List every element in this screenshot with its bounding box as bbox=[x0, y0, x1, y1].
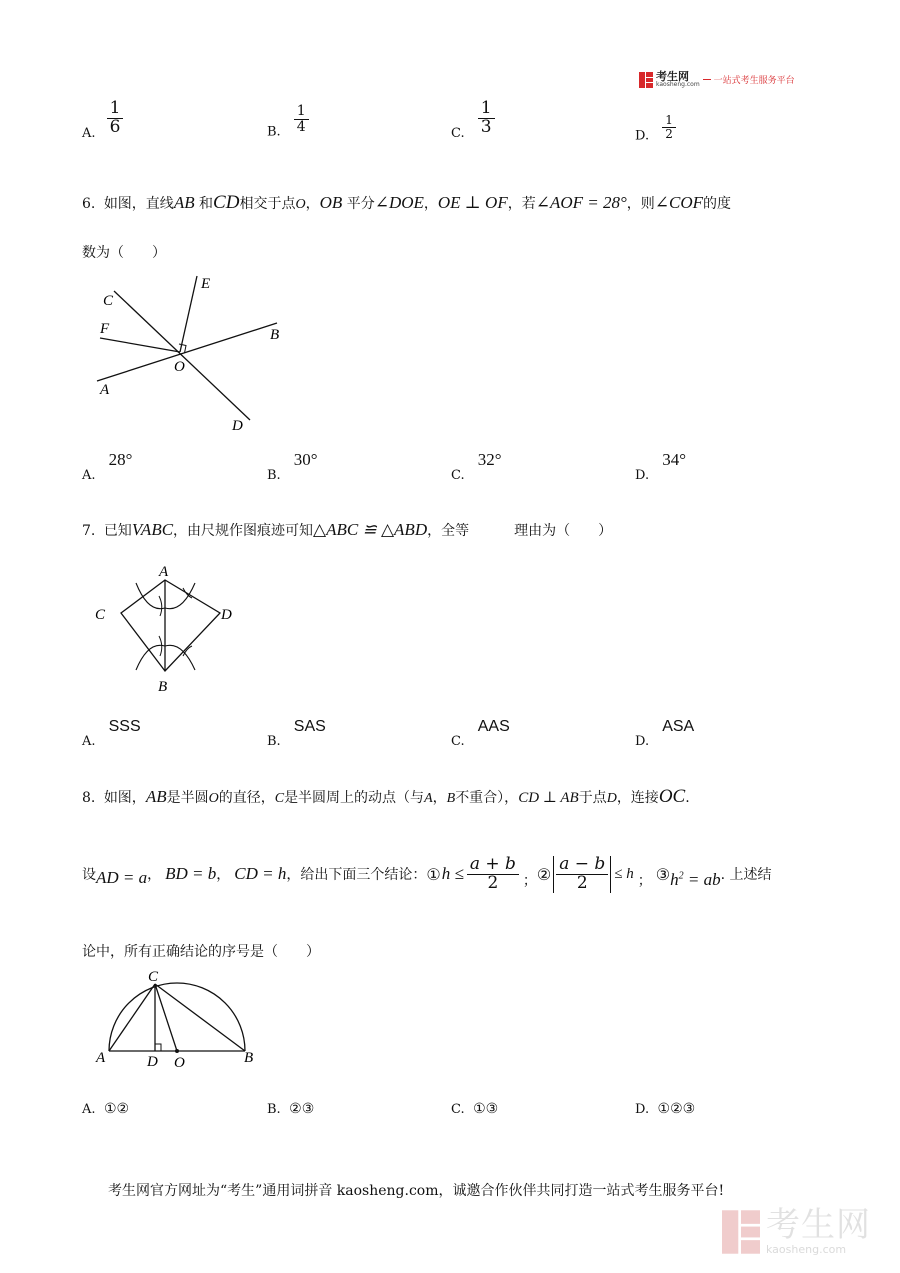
q8-option-d[interactable] bbox=[635, 1101, 695, 1117]
q8-conclusion-3 bbox=[670, 870, 720, 890]
q8-option-a-value: ①② bbox=[103, 1101, 130, 1117]
q7-arc-top-left bbox=[136, 583, 165, 609]
watermark-logo-icon bbox=[722, 1210, 760, 1254]
q8-text-9: . bbox=[685, 790, 690, 806]
q7-option-a-value: SSS bbox=[108, 718, 141, 735]
q8-label-d: D bbox=[147, 1054, 158, 1070]
q8-text-3: 的直径， bbox=[218, 790, 275, 806]
q8-s5: . 上述结 bbox=[720, 867, 772, 884]
q8-figure bbox=[90, 968, 270, 1074]
q8-text-1: 如图， bbox=[103, 790, 146, 806]
q8-number: 8. bbox=[82, 790, 96, 806]
q6-option-d-letter: D. bbox=[635, 468, 650, 483]
q8-stem-line3: 论中，所有正确结论的序号是（ ） bbox=[82, 944, 320, 960]
q8-conclusion-1-den: 2 bbox=[487, 872, 499, 893]
q8-center-dot bbox=[175, 1049, 179, 1053]
q5-option-c-letter: C. bbox=[451, 125, 465, 141]
q8-conclusion-2-rhs: ≤ h bbox=[614, 865, 634, 882]
q8-label-a: A bbox=[96, 1050, 106, 1066]
q6-text-1: 如图，直线 bbox=[103, 196, 174, 212]
logo-name: 考生网 bbox=[656, 70, 689, 83]
q8-conclusion-3-mark: ③ bbox=[655, 864, 671, 884]
q6-text-9: 的度 bbox=[703, 196, 732, 212]
q8-conclusion-2-fraction bbox=[556, 856, 608, 893]
q6-stem-line2: 数为（ ） bbox=[82, 245, 166, 261]
q8-conclusion-2-num: a − b bbox=[556, 856, 608, 875]
q6-option-a-letter: A. bbox=[82, 468, 96, 483]
header-logo bbox=[639, 71, 795, 88]
q5-option-b-num: 1 bbox=[294, 104, 309, 120]
q6-o: O bbox=[295, 197, 306, 212]
q8-oc: OC bbox=[658, 786, 686, 807]
q8-text-4: 是半圆周上的动点（与 bbox=[284, 790, 425, 806]
q8-s4: ，给出下面三个结论： bbox=[286, 867, 427, 884]
q7-option-d-letter: D. bbox=[635, 734, 650, 749]
q8-option-b-value: ②③ bbox=[289, 1101, 315, 1117]
q8-conclusion-2-den: 2 bbox=[576, 872, 588, 893]
q5-option-d-den: 2 bbox=[665, 126, 673, 141]
q5-option-d-letter: D. bbox=[635, 128, 650, 144]
q8-text-6: 不重合）， bbox=[455, 790, 519, 806]
q7-text-2: ，由尺规作图痕迹可知 bbox=[173, 523, 314, 539]
q5-option-a-fraction bbox=[107, 100, 124, 137]
q7-small-arc-3 bbox=[159, 636, 162, 656]
q8-option-c-letter: C. bbox=[451, 1102, 465, 1117]
q7-vabc: VABC bbox=[131, 520, 174, 539]
q6-line-ab bbox=[97, 323, 280, 381]
q6-option-b-value: 30° bbox=[293, 450, 318, 469]
q8-cdab: CD ⊥ AB bbox=[518, 790, 579, 806]
q8-b: B bbox=[446, 791, 456, 806]
q7-text-4: 理由为（ ） bbox=[514, 523, 613, 539]
q7-small-arc-1 bbox=[159, 596, 162, 616]
q8-stem-line1 bbox=[82, 786, 690, 808]
q8-option-d-letter: D. bbox=[635, 1102, 650, 1117]
q8-s3: ， bbox=[216, 867, 231, 884]
q6-ab: AB bbox=[173, 193, 195, 212]
q8-segment-oc bbox=[155, 984, 177, 1051]
q7-text-1: 已知 bbox=[103, 523, 132, 539]
q8-option-d-value: ①②③ bbox=[657, 1101, 696, 1117]
q8-option-b[interactable] bbox=[267, 1101, 314, 1117]
q5-option-c[interactable] bbox=[451, 100, 495, 141]
q6-label-f: F bbox=[100, 321, 110, 337]
q6-option-b[interactable] bbox=[267, 450, 318, 483]
q7-congruence: △ABC ≌ △ABD bbox=[313, 520, 428, 539]
q8-s2: ， bbox=[147, 867, 162, 884]
logo-domain: kaosheng.com bbox=[656, 81, 700, 88]
q6-text-8: ，则 bbox=[626, 196, 655, 212]
q6-ray-of bbox=[100, 338, 180, 352]
q8-label-b: B bbox=[244, 1050, 254, 1066]
q6-ray-oe bbox=[180, 276, 197, 352]
q6-text-5: 平分 bbox=[346, 196, 375, 212]
q8-label-c: C bbox=[148, 969, 159, 985]
q5-option-a-letter: A. bbox=[82, 125, 96, 141]
q8-s1: 设 bbox=[82, 867, 96, 884]
q8-option-c-value: ①③ bbox=[473, 1101, 499, 1117]
q6-option-c-letter: C. bbox=[451, 468, 465, 483]
q6-text-7: ，若 bbox=[507, 196, 536, 212]
q8-label-o: O bbox=[174, 1055, 185, 1071]
q6-ob: OB bbox=[319, 193, 343, 212]
q8-conclusion-3-rhs: = ab bbox=[683, 870, 721, 890]
q8-semicolon-2: ； bbox=[637, 873, 652, 890]
q8-right-angle-mark bbox=[155, 1044, 161, 1051]
q5-option-d-num: 1 bbox=[662, 114, 676, 128]
q6-option-a[interactable] bbox=[82, 450, 132, 483]
q8-conclusion-1-fraction bbox=[467, 856, 519, 893]
q6-label-o: O bbox=[174, 359, 185, 375]
watermark-name: 考生网 bbox=[766, 1205, 871, 1245]
q6-text-3: 相交于点 bbox=[239, 196, 296, 212]
q5-option-b-letter: B. bbox=[267, 124, 281, 140]
q8-conclusion-2-abs bbox=[553, 856, 611, 893]
q8-ad: AD = a bbox=[96, 868, 148, 888]
q5-option-d[interactable] bbox=[635, 114, 676, 144]
q6-text-4: ， bbox=[305, 196, 320, 212]
q8-d: D bbox=[606, 791, 617, 806]
watermark-domain: kaosheng.com bbox=[766, 1243, 847, 1256]
q5-option-b-fraction bbox=[294, 104, 309, 134]
q7-stem bbox=[82, 520, 612, 540]
q8-ab: AB bbox=[145, 787, 167, 806]
q7-quadrilateral bbox=[121, 580, 220, 671]
q6-option-d-value: 34° bbox=[662, 450, 686, 469]
q6-cof: ∠COF bbox=[654, 193, 704, 212]
q8-stem-line2 bbox=[82, 856, 772, 893]
q6-option-b-letter: B. bbox=[267, 468, 281, 483]
q7-figure bbox=[90, 558, 250, 698]
kaosheng-logo-icon bbox=[639, 72, 653, 88]
q6-text-6: ， bbox=[423, 196, 438, 212]
q8-semicircle bbox=[109, 983, 245, 1051]
watermark bbox=[722, 1205, 871, 1256]
q8-text-7: 于点 bbox=[578, 790, 607, 806]
q6-option-c[interactable] bbox=[451, 450, 502, 483]
q5-option-c-den: 3 bbox=[480, 116, 492, 137]
q5-option-a-den: 6 bbox=[109, 116, 121, 137]
q5-option-c-num: 1 bbox=[478, 100, 495, 119]
q8-option-a-letter: A. bbox=[82, 1102, 96, 1117]
q8-option-b-letter: B. bbox=[267, 1102, 281, 1117]
logo-slogan: 一站式考生服务平台 bbox=[713, 76, 795, 86]
q8-conclusion-1-mark: ① bbox=[426, 864, 441, 884]
q7-number: 7. bbox=[82, 523, 96, 539]
q6-option-c-value: 32° bbox=[477, 450, 502, 469]
q5-option-d-fraction bbox=[662, 114, 676, 140]
q8-conclusion-3-h: h bbox=[670, 870, 679, 890]
q7-option-d[interactable] bbox=[635, 716, 694, 749]
q8-bd: BD = b bbox=[165, 864, 217, 884]
q7-label-d: D bbox=[221, 607, 232, 623]
q8-chord-ac bbox=[109, 984, 155, 1051]
q7-option-a[interactable] bbox=[82, 716, 141, 749]
q7-option-c-letter: C. bbox=[451, 734, 465, 749]
q7-option-c[interactable] bbox=[451, 716, 510, 749]
q8-c: C bbox=[274, 791, 285, 806]
q8-conclusion-3-sup: 2 bbox=[678, 870, 684, 882]
q6-aof: ∠AOF = 28° bbox=[535, 193, 627, 212]
q6-text-2: 和 bbox=[199, 196, 214, 212]
q8-text-8: ，连接 bbox=[616, 790, 659, 806]
q6-number: 6. bbox=[82, 196, 96, 212]
q8-conclusion-1-num: a + b bbox=[467, 856, 519, 875]
q6-figure bbox=[90, 268, 290, 438]
q7-text-3: ，全等 bbox=[427, 523, 470, 539]
q6-doe: ∠DOE bbox=[374, 193, 424, 212]
q5-option-c-fraction bbox=[478, 100, 495, 137]
q7-label-b: B bbox=[158, 679, 168, 695]
q8-semicolon-1: ； bbox=[522, 873, 537, 890]
q8-conclusion-2-mark: ② bbox=[536, 864, 552, 884]
q6-perp: OE ⊥ OF bbox=[437, 193, 508, 212]
q7-option-d-value: ASA bbox=[662, 718, 695, 735]
q8-conclusion-1-lhs: h ≤ bbox=[441, 864, 464, 884]
q7-option-a-letter: A. bbox=[82, 734, 96, 749]
q6-label-b: B bbox=[270, 327, 280, 343]
q5-option-b-den: 4 bbox=[296, 118, 306, 135]
q5-option-a-num: 1 bbox=[107, 100, 124, 119]
q6-stem-line1 bbox=[82, 192, 731, 214]
q6-label-e: E bbox=[201, 276, 211, 292]
q8-option-a[interactable] bbox=[82, 1101, 129, 1117]
q5-option-a[interactable] bbox=[82, 100, 123, 141]
q6-line-cd bbox=[114, 291, 250, 420]
q8-text-5: ， bbox=[432, 790, 447, 806]
q8-chord-bc bbox=[155, 984, 245, 1051]
q8-cd: CD = h bbox=[234, 864, 287, 884]
q8-a: A bbox=[424, 791, 433, 806]
q7-option-b[interactable] bbox=[267, 716, 326, 749]
footer-text: 考生网官方网址为“考生”通用词拼音 kaosheng.com，诚邀合作伙伴共同打造一站式考生服务平台! bbox=[108, 1183, 725, 1199]
q8-text-2: 是半圆 bbox=[166, 790, 209, 806]
q7-label-a: A bbox=[159, 564, 169, 580]
q8-o: O bbox=[208, 791, 219, 806]
logo-divider bbox=[703, 79, 711, 80]
q8-option-c[interactable] bbox=[451, 1101, 498, 1117]
q6-cd: CD bbox=[213, 192, 240, 213]
q6-label-d: D bbox=[232, 418, 243, 434]
q7-option-c-value: AAS bbox=[477, 718, 510, 735]
q6-option-d[interactable] bbox=[635, 450, 686, 483]
q7-label-c: C bbox=[95, 607, 106, 623]
q7-option-b-value: SAS bbox=[293, 718, 326, 735]
q6-option-a-value: 28° bbox=[108, 450, 133, 469]
q5-option-b[interactable] bbox=[267, 104, 309, 140]
q7-option-b-letter: B. bbox=[267, 734, 281, 749]
q6-label-c: C bbox=[103, 293, 114, 309]
q6-label-a: A bbox=[100, 382, 110, 398]
